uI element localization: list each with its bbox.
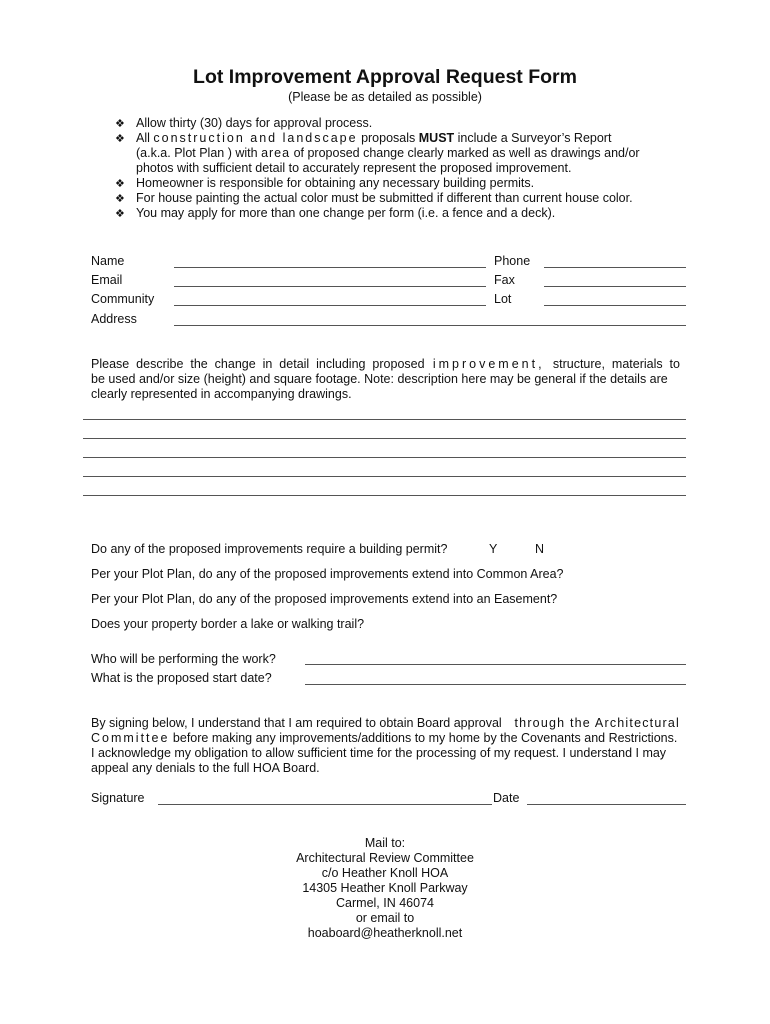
phone-field[interactable]	[544, 267, 686, 268]
diamond-bullet-icon: ❖	[115, 192, 125, 205]
description-instructions: Please describe the change in detail including proposed improvement, structure, materials to be used and/or size (height) and square footage. Note: description here may be general if the details are clearly represented in accompanying drawings.	[91, 357, 680, 401]
fax-label: Fax	[494, 273, 515, 287]
list-item: ❖ For house painting the actual color must be submitted if different than current house color.	[115, 191, 633, 205]
mailing-address: Mail to: Architectural Review Committee c/o Heather Knoll HOA 14305 Heather Knoll Parkway Carmel, IN 46074 or email to hoaboard@heatherknoll.net	[0, 836, 770, 941]
date-field[interactable]	[527, 804, 686, 805]
email-link[interactable]: hoaboard@heatherknoll.net	[307, 926, 463, 940]
address-field[interactable]	[174, 325, 686, 326]
signature-label: Signature	[91, 791, 145, 805]
answer-yes[interactable]: Y	[489, 542, 498, 556]
email-field[interactable]	[174, 286, 486, 287]
description-line[interactable]	[83, 476, 686, 477]
page-subtitle: (Please be as detailed as possible)	[288, 90, 482, 104]
diamond-bullet-icon: ❖	[115, 207, 125, 220]
address-label: Address	[91, 312, 137, 326]
instructions-list	[115, 116, 715, 221]
list-item: ❖ Allow thirty (30) days for approval process.	[115, 116, 373, 130]
name-field[interactable]	[174, 267, 486, 268]
question-start-date: What is the proposed start date?	[91, 671, 272, 685]
diamond-bullet-icon: ❖	[115, 132, 125, 145]
description-line[interactable]	[83, 438, 686, 439]
list-item: ❖ Homeowner is responsible for obtaining any necessary building permits.	[115, 176, 535, 190]
agreement-text: By signing below, I understand that I am required to obtain Board approval through the Architectural Committee before making any improvements/additions to my home by the Covenants and Restrictions. I acknowledge my obligation to allow sufficient time for the processing of my request. I understand I may appeal any denials to the full HOA Board.	[91, 716, 680, 775]
community-field[interactable]	[174, 305, 486, 306]
question-easement: Per your Plot Plan, do any of the proposed improvements extend into an Easement?	[91, 592, 558, 606]
page-title: Lot Improvement Approval Request Form	[193, 66, 577, 88]
community-label: Community	[91, 292, 155, 306]
lot-field[interactable]	[544, 305, 686, 306]
lot-label: Lot	[494, 292, 512, 306]
email-label: Email	[91, 273, 123, 287]
list-item: ❖ You may apply for more than one change per form (i.e. a fence and a deck).	[115, 206, 556, 220]
signature-field[interactable]	[158, 804, 492, 805]
description-line[interactable]	[83, 419, 686, 420]
question-building-permit: Do any of the proposed improvements require a building permit?	[91, 542, 448, 556]
description-line[interactable]	[83, 495, 686, 496]
name-label: Name	[91, 254, 125, 268]
diamond-bullet-icon: ❖	[115, 117, 125, 130]
who-performs-field[interactable]	[305, 664, 686, 665]
phone-label: Phone	[494, 254, 531, 268]
description-line[interactable]	[83, 457, 686, 458]
date-label: Date	[493, 791, 520, 805]
answer-no[interactable]: N	[535, 542, 545, 556]
question-common-area: Per your Plot Plan, do any of the proposed improvements extend into Common Area?	[91, 567, 564, 581]
question-who-performs: Who will be performing the work?	[91, 652, 276, 666]
list-item: ❖ All construction and landscape proposals MUST include a Surveyor’s Report (a.k.a. Plot Plan ) with area of proposed change clearly marked as well as drawings and/or photos with sufficient detail to accurately represent the proposed improvement.	[115, 131, 640, 175]
question-lake-trail: Does your property border a lake or walking trail?	[91, 617, 365, 631]
start-date-field[interactable]	[305, 684, 686, 685]
fax-field[interactable]	[544, 286, 686, 287]
diamond-bullet-icon: ❖	[115, 177, 125, 190]
